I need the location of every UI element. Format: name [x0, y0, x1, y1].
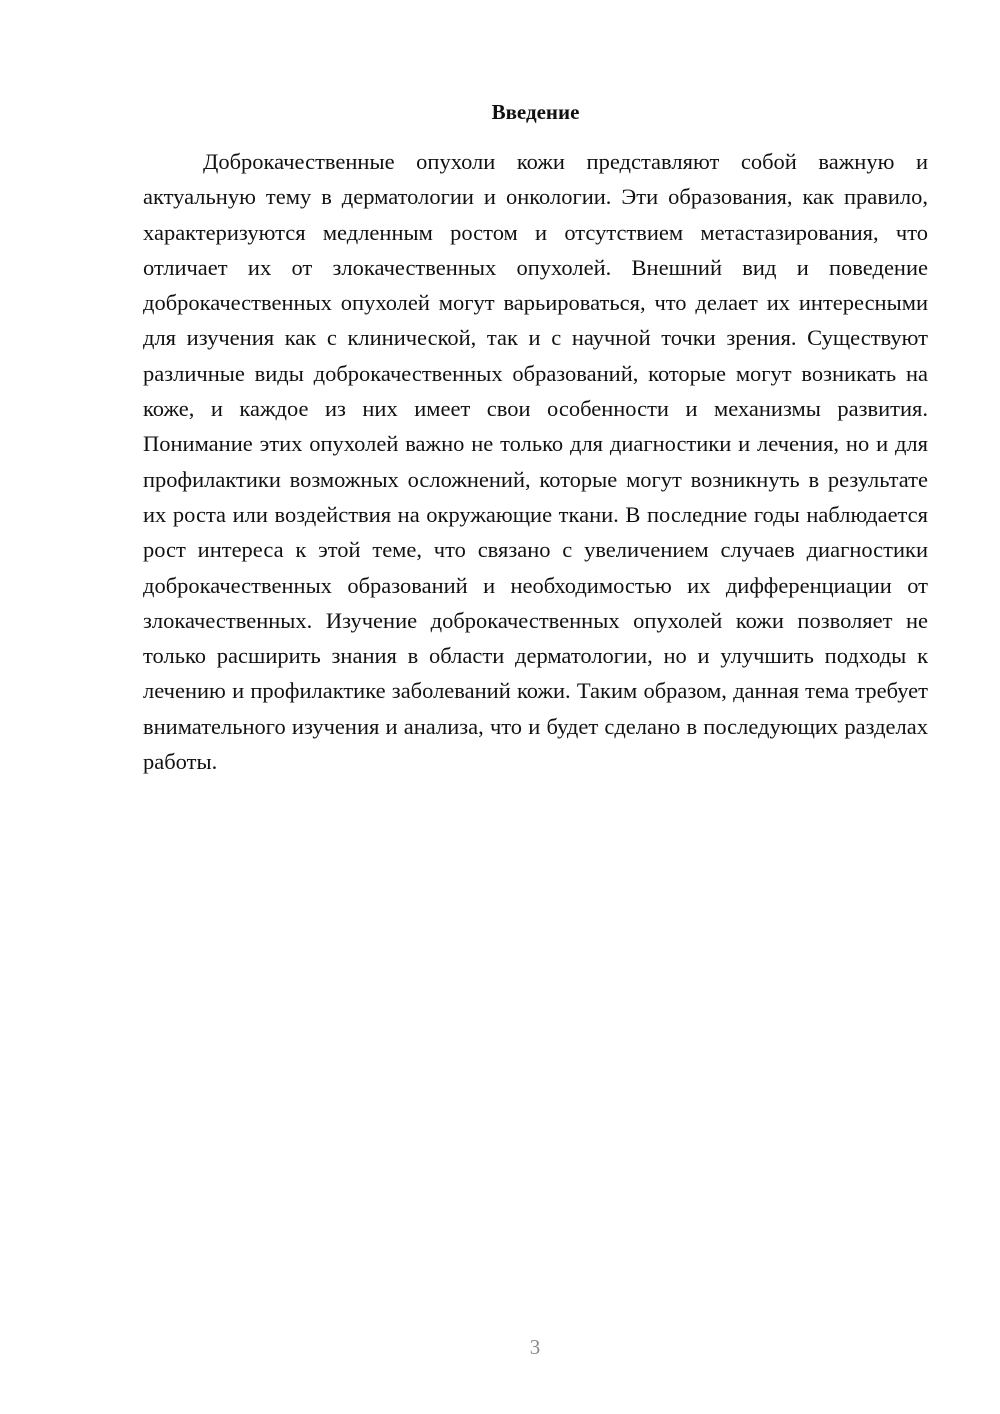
body-paragraph: Доброкачественные опухоли кожи представляют собой важную и актуальную тему в дерматологии и онкологии. Эти образования, как правило, характеризуются медленным ростом и отсутствием метастазирования, что отличает их от злокачественных опухолей. Внешний вид и поведение доброкачественных опухолей могут варьироваться, что делает их интересными для изучения как с клинической, так и с научной точки зрения. Существуют различные виды доброкачественных образований, которые могут возникать на коже, и каждое из них имеет свои особенности и механизмы развития. Понимание этих опухолей важно не только для диагностики и лечения, но и для профилактики возможных осложнений, которые могут возникнуть в результате их роста или воздействия на окружающие ткани. В последние годы наблюдается рост интереса к этой теме, что связано с увеличением случаев диагностики доброкачественных образований и необходимостью их дифференциации от злокачественных. Изучение доброкачественных опухолей кожи позволяет не только расширить знания в области дерматологии, но и улучшить подходы к лечению и профилактике заболеваний кожи. Таким образом, данная тема требует внимательного изучения и анализа, что и будет сделано в последующих разделах работы. — [143, 149, 928, 775]
section-heading: Введение — [491, 100, 580, 124]
page-number: 3 — [529, 1335, 541, 1359]
